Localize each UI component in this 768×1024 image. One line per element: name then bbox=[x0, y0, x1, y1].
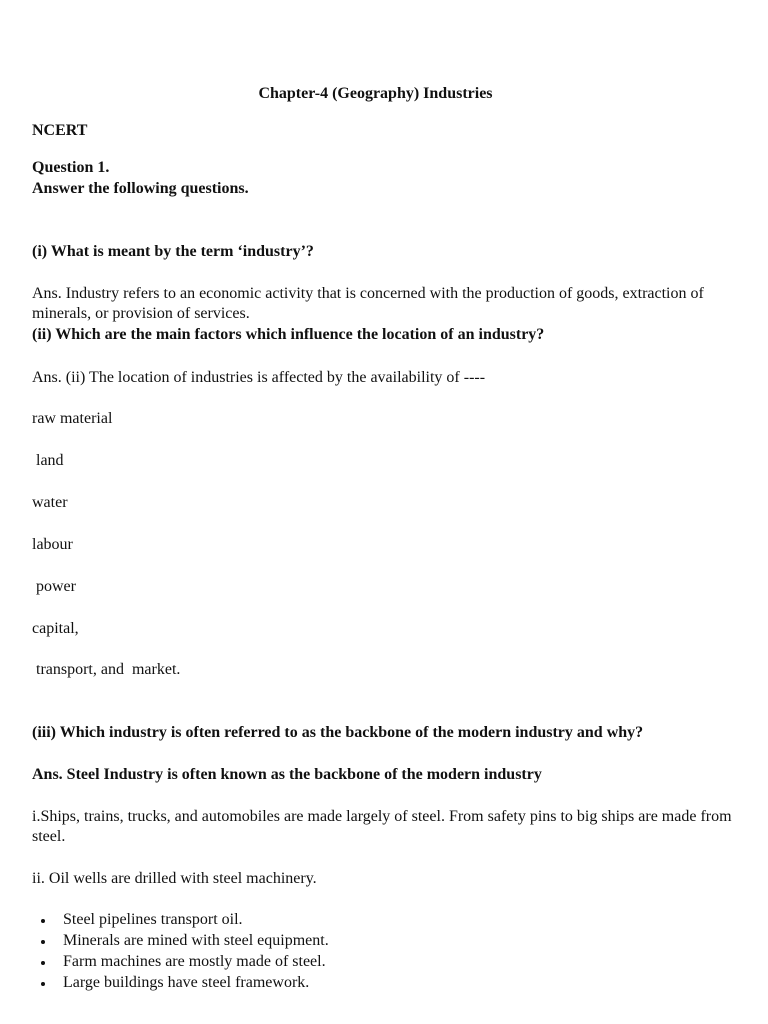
answer-1: Ans. Industry refers to an economic activity that is concerned with the production of goods, extraction of minerals, or provision of services. bbox=[32, 285, 704, 322]
list-item: Steel pipelines transport oil. bbox=[32, 910, 329, 931]
instruction-text: Answer the following questions. bbox=[32, 180, 249, 197]
factor-item: capital, bbox=[32, 620, 79, 637]
answer-3-point-i: i.Ships, trains, trucks, and automobiles are made largely of steel. From safety pins to big ships are made from steel. bbox=[32, 808, 732, 845]
factor-item: water bbox=[32, 494, 68, 511]
question-2: (ii) Which are the main factors which influence the location of an industry? bbox=[32, 326, 545, 343]
factor-item: raw material bbox=[32, 410, 113, 427]
document-title: Chapter-4 (Geography) Industries bbox=[258, 85, 493, 102]
question-label: Question 1. bbox=[32, 159, 110, 176]
question-1: (i) What is meant by the term ‘industry’? bbox=[32, 243, 314, 260]
list-item: Large buildings have steel framework. bbox=[32, 973, 329, 994]
answer-3-point-ii: ii. Oil wells are drilled with steel machinery. bbox=[32, 870, 317, 887]
list-item: Minerals are mined with steel equipment. bbox=[32, 931, 329, 952]
answer-2-intro: Ans. (ii) The location of industries is affected by the availability of ---- bbox=[32, 369, 486, 386]
list-item: Farm machines are mostly made of steel. bbox=[32, 952, 329, 973]
steel-uses-list bbox=[32, 910, 329, 994]
factor-item: transport, and market. bbox=[32, 661, 181, 678]
factor-item: labour bbox=[32, 536, 73, 553]
factor-item: power bbox=[32, 578, 76, 595]
source-label: NCERT bbox=[32, 122, 88, 139]
factor-item: land bbox=[32, 452, 64, 469]
answer-3-heading: Ans. Steel Industry is often known as the backbone of the modern industry bbox=[32, 766, 542, 783]
question-3: (iii) Which industry is often referred to as the backbone of the modern industry and why? bbox=[32, 724, 644, 741]
